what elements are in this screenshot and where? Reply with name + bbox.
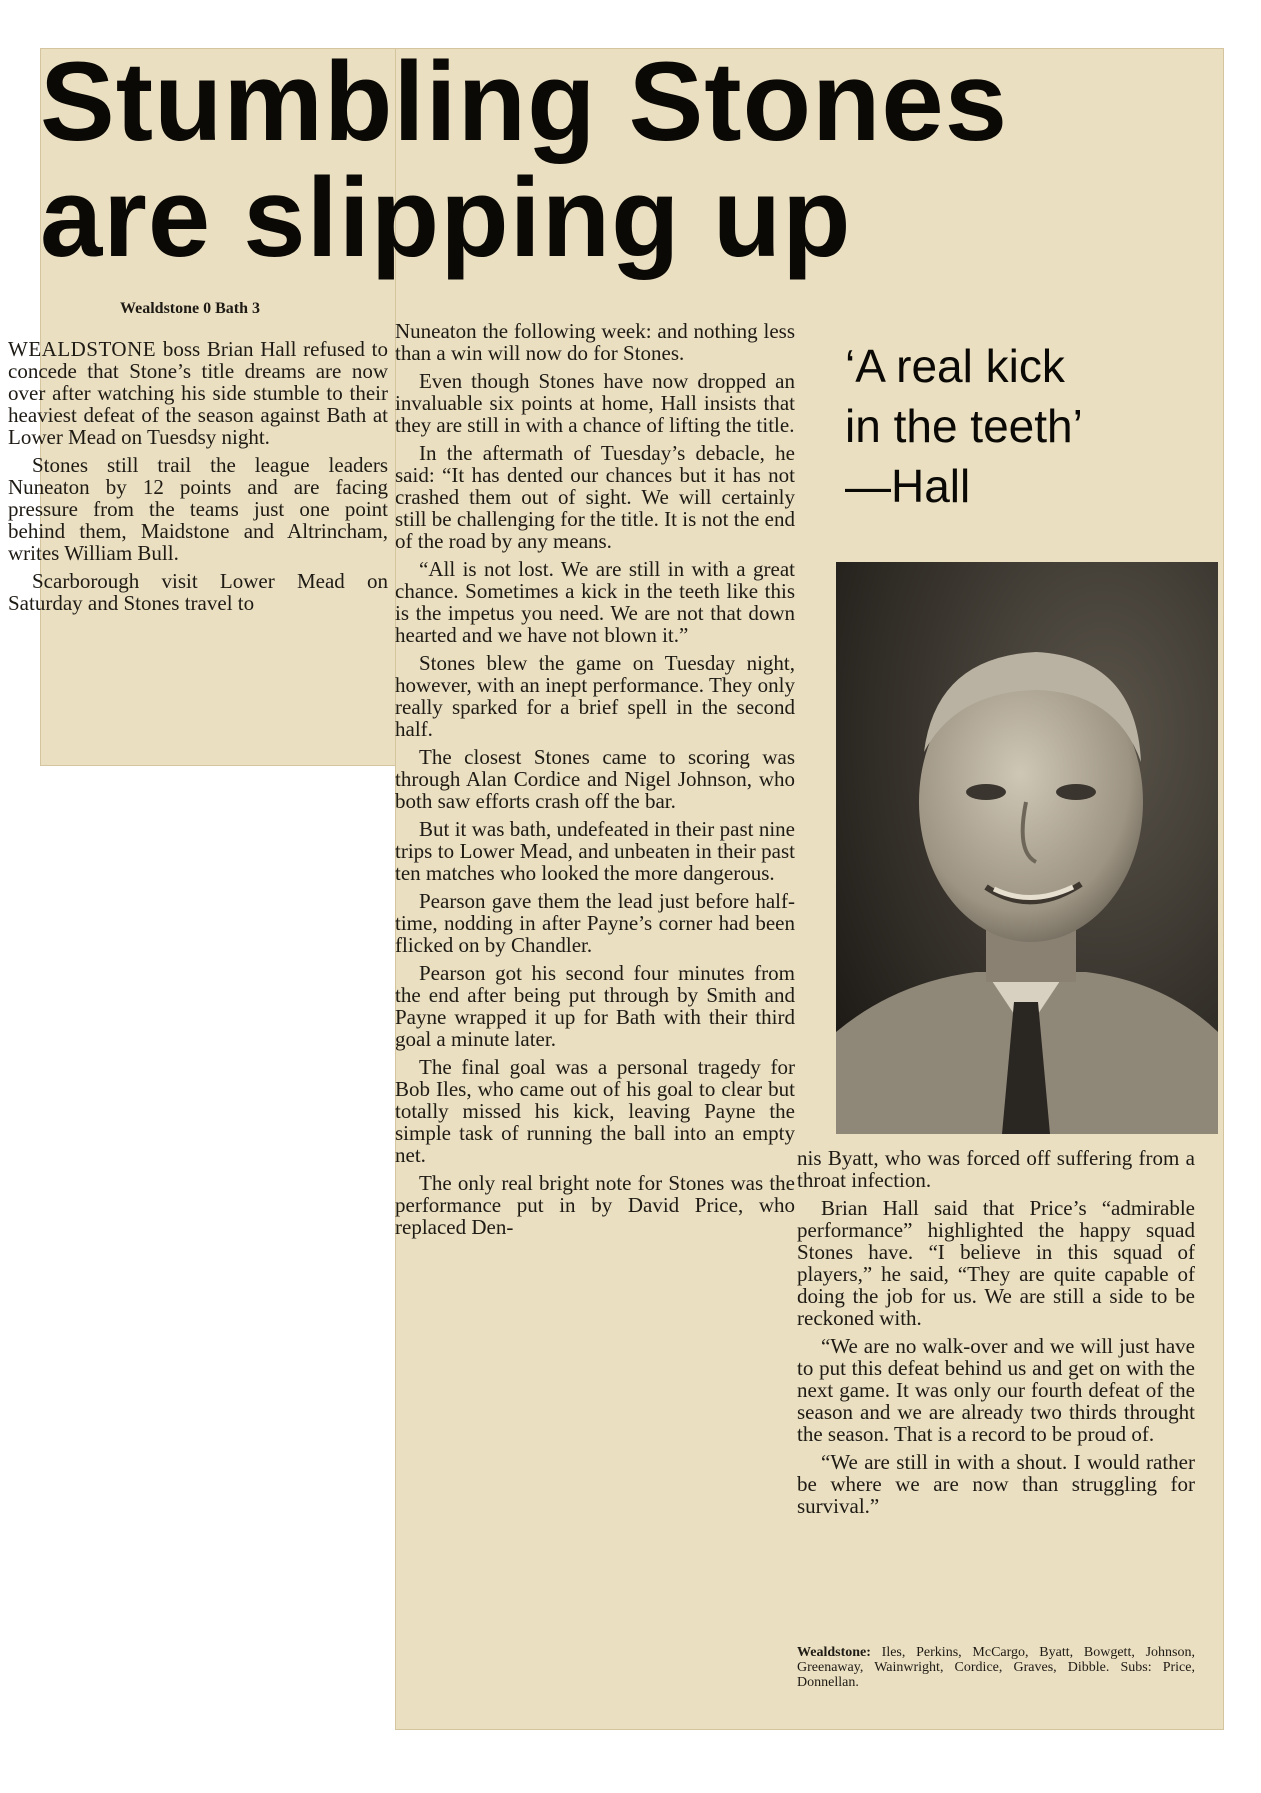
article-column-2: [395, 320, 795, 1244]
article-paragraph: [8, 338, 388, 448]
article-paragraph: Even though Stones have now dropped an invaluable six points at home, Hall insists that they are still in with a chance of lifting the title.: [395, 369, 795, 437]
article-column-1: [8, 338, 388, 620]
portrait-illustration: [836, 562, 1218, 1134]
article-paragraph: Nuneaton the following week: and nothing less than a win will now do for Stones.: [395, 319, 795, 365]
headline: [40, 39, 1140, 280]
article-paragraph: “All is not lost. We are still in with a great chance. Sometimes a kick in the teeth like this is the impetus you need. We are not that down hearted and we have not blown it.”: [395, 557, 795, 647]
article-column-3: [797, 1147, 1195, 1523]
article-paragraph: Stones still trail the league leaders Nuneaton by 12 points and are facing pressure from the teams just one point behind them, Maidstone and Altrincham, writes William Bull.: [8, 453, 388, 565]
pull-quote: [845, 336, 1205, 516]
article-paragraph: The only real bright note for Stones was the performance put in by David Price, who replaced Den-: [395, 1171, 795, 1239]
article-paragraph: But it was bath, undefeated in their past nine trips to Lower Mead, and unbeaten in their past ten matches who looked the more dangerous.: [395, 817, 795, 885]
article-paragraph: “We are no walk-over and we will just have to put this defeat behind us and get on with the next game. It was only our fourth defeat of the season and we are already two thirds throught the season. That is a record to be proud of.: [797, 1334, 1195, 1446]
team-players: Iles, Perkins, McCargo, Byatt, Bowgett, Johnson, Greenaway, Wainwright, Cordice, Graves, Dibble. Subs: Price, Donnellan.: [797, 1645, 1195, 1690]
lead-word: WEALDSTONE: [8, 337, 157, 361]
pull-quote-line-3: —Hall: [845, 460, 971, 512]
article-paragraph: Pearson gave them the lead just before half-time, nodding in after Payne’s corner had been flicked on by Chandler.: [395, 889, 795, 957]
match-result: Wealdstone 0 Bath 3: [120, 300, 261, 317]
pull-quote-line-2: in the teeth’: [845, 400, 1083, 452]
article-paragraph: nis Byatt, who was forced off suffering from a throat infection.: [797, 1146, 1195, 1192]
lead-text: boss Brian Hall refused to concede that Stone’s title dreams are now over after watching his side stumble to their heaviest defeat of the season against Bath at Lower Mead on Tuesdsy night.: [8, 337, 388, 449]
team-label: Wealdstone:: [797, 1645, 871, 1660]
article-paragraph: In the aftermath of Tuesday’s debacle, he said: “It has dented our chances but it has not crashed them out of sight. We will certainly still be challenging for the title. It is not the end of the road by any means.: [395, 441, 795, 553]
article-paragraph: Pearson got his second four minutes from the end after being put through by Smith and Payne wrapped it up for Bath with their third goal a minute later.: [395, 961, 795, 1051]
article-paragraph: The closest Stones came to scoring was through Alan Cordice and Nigel Johnson, who both saw efforts crash off the bar.: [395, 745, 795, 813]
headline-line-2: are slipping up: [40, 155, 852, 280]
article-paragraph: The final goal was a personal tragedy for Bob Iles, who came out of his goal to clear but totally missed his kick, leaving Payne the simple task of running the ball into an empty net.: [395, 1055, 795, 1167]
headline-line-1: Stumbling Stones: [40, 39, 1008, 164]
article-paragraph: “We are still in with a shout. I would rather be where we are now than struggling for survival.”: [797, 1450, 1195, 1518]
article-paragraph: Brian Hall said that Price’s “admirable performance” highlighted the happy squad Stones have. “I believe in this squad of players,” he said, “They are quite capable of doing the job for us. We are still a side to be reckoned with.: [797, 1196, 1195, 1330]
team-lineup: [797, 1645, 1195, 1690]
portrait-photo: [836, 562, 1218, 1134]
article-paragraph: Stones blew the game on Tuesday night, however, with an inept performance. They only really sparked for a brief spell in the second half.: [395, 651, 795, 741]
article-paragraph: Scarborough visit Lower Mead on Saturday and Stones travel to: [8, 569, 388, 615]
pull-quote-line-1: ‘A real kick: [845, 340, 1065, 392]
